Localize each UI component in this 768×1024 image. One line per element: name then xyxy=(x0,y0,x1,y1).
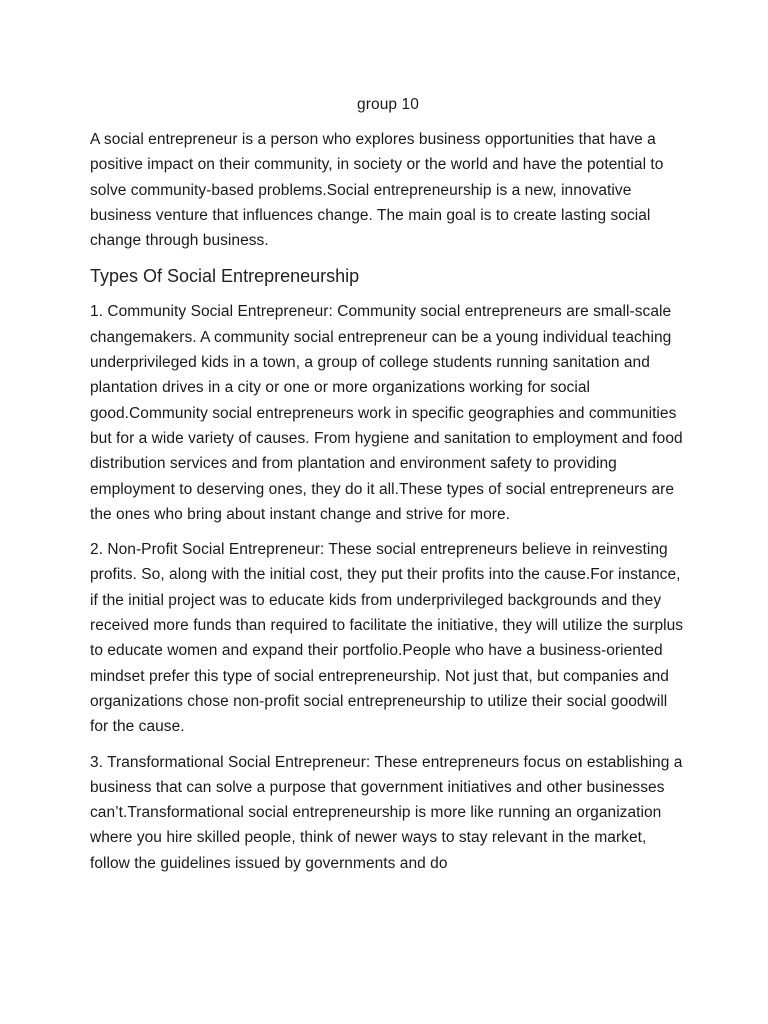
intro-paragraph: A social entrepreneur is a person who explores business opportunities that have a positive impact on their community, in society or the world and have the potential to solve community-based problems.Social entrepreneurship is a new, innovative business venture that influences change. The main goal is to create lasting social change through business. xyxy=(90,131,664,250)
paragraph-transformational: 3. Transformational Social Entrepreneur: These entrepreneurs focus on establishing a business that can solve a purpose that government initiatives and other businesses can’t.Transformational social entrepreneurship is more like running an organization where you hire skilled people, think of newer ways to stay relevant in the market, follow the guidelines issued by governments and do xyxy=(90,753,683,872)
document-title: group 10 xyxy=(357,96,419,113)
paragraph-non-profit: 2. Non-Profit Social Entrepreneur: These social entrepreneurs believe in reinvesting profits. So, along with the initial cost, they put their profits into the cause.For instance, if the initial project was to educate kids from underprivileged backgrounds and they received more funds than required to facilitate the initiative, they will utilize the surplus to educate women and expand their portfolio.People who have a business-oriented mindset prefer this type of social entrepreneurship. Not just that, but companies and organizations chose non-profit social entrepreneurship to utilize their social goodwill for the cause. xyxy=(90,541,684,736)
section-heading: Types Of Social Entrepreneurship xyxy=(90,266,360,287)
paragraph-community: 1. Community Social Entrepreneur: Community social entrepreneurs are small-scale changemakers. A community social entrepreneur can be a young individual teaching underprivileged kids in a town, a group of college students running sanitation and plantation drives in a city or one or more organizations working for social good.Community social entrepreneurs work in specific geographies and communities but for a wide variety of causes. From hygiene and sanitation to employment and food distribution services and from plantation and environment safety to providing employment to deserving ones, they do it all.These types of social entrepreneurs are the ones who bring about instant change and strive for more. xyxy=(90,303,683,523)
document-content xyxy=(90,92,686,886)
